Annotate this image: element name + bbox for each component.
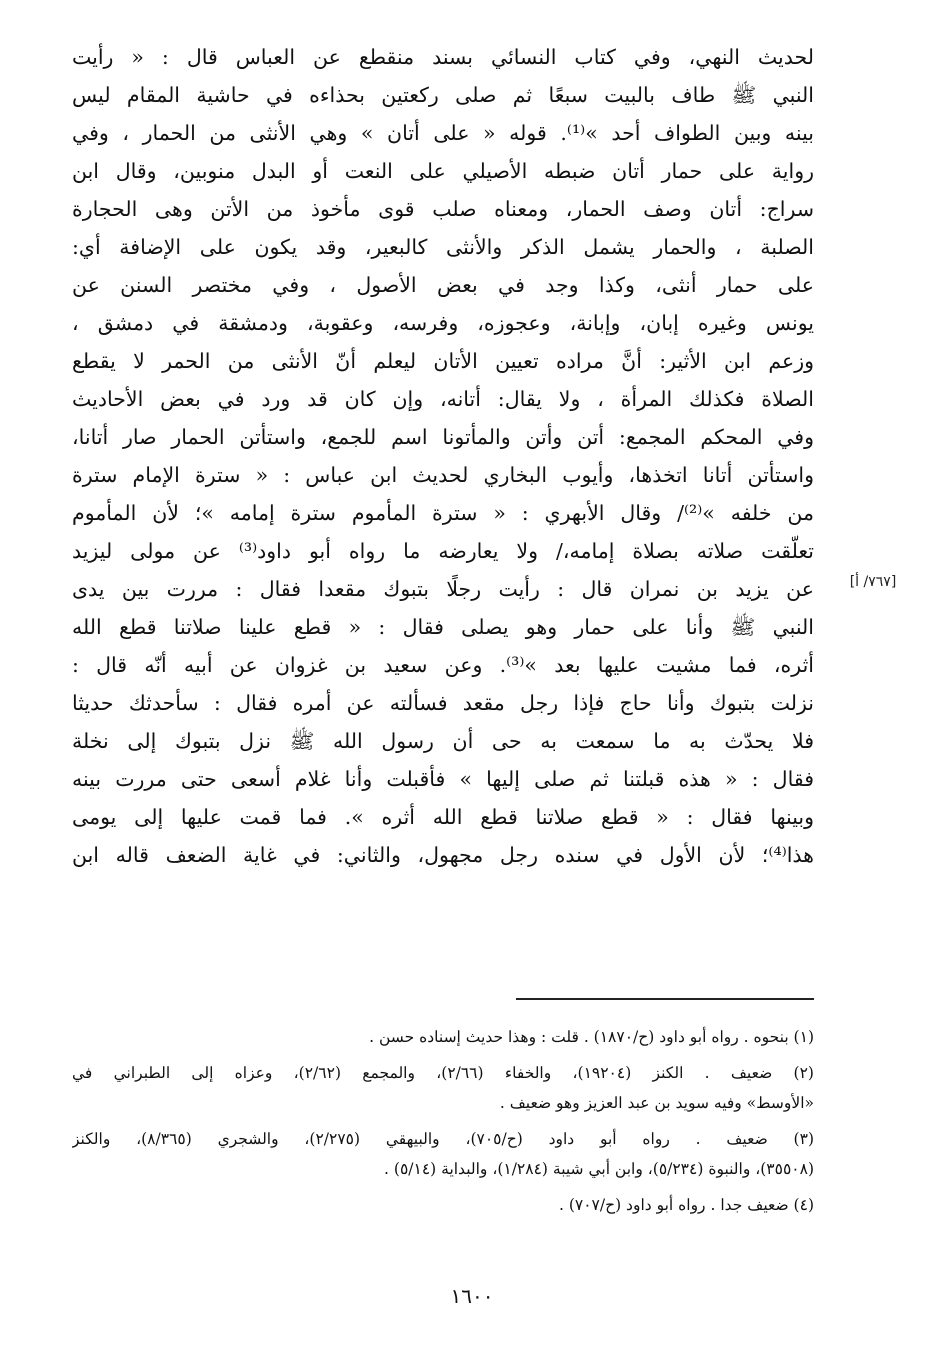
text-line: بينه وبين الطواف أحد »⁽¹⁾. قوله « على أتان » وهي الأنثى من الحمار ، وفي: [72, 121, 814, 145]
text-line: واستأتن أتانا اتخذها، وأيوب البخاري لحديث ابن عباس : « سترة الإمام سترة: [72, 463, 814, 487]
footnote-3-continuation: (٣٥٥٠٨)، والنبوة (٥/٢٣٤)، وابن أبي شيبة (١/٢٨٤)، والبداية (٥/١٤) .: [384, 1160, 814, 1178]
text-line: النبي ﷺ طاف بالبيت سبعًا ثم صلى ركعتين بحذاءه في حاشية المقام ليس: [72, 83, 814, 107]
footnote-2: (٢) ضعيف . الكنز (١٩٢٠٤)، والخفاء (٢/٦٦)، والمجمع (٢/٦٢)، وعزاه إلى الطبراني في: [72, 1064, 814, 1082]
text-line: أثره، فما مشيت عليها بعد »⁽³⁾. وعن سعيد بن غزوان عن أبيه أنّه قال :: [72, 653, 814, 677]
text-line: هذا⁽⁴⁾؛ لأن الأول في سنده رجل مجهول، والثاني: في غاية الضعف قاله ابن: [72, 843, 814, 867]
text-line: وفي المحكم المجمع: أتن وأتن والمأتونا اسم للجمع، واستأتن الحمار صار أتانا،: [72, 425, 814, 449]
text-line: نزلت بتبوك وأنا حاج فإذا رجل مقعد فسألته عن أمره فقال : سأحدثك حديثا: [72, 691, 814, 715]
text-line: النبي ﷺ وأنا على حمار وهو يصلى فقال : « قطع علينا صلاتنا قطع الله: [72, 615, 814, 639]
text-line: الصلبة ، والحمار يشمل الذكر والأنثى كالبعير، وقد يكون على الإضافة أي:: [72, 235, 814, 259]
footnote-separator: [516, 998, 814, 1000]
text-line: على حمار أنثى، وكذا وجد في بعض الأصول ، وفي مختصر السنن عن: [72, 273, 814, 297]
text-line: عن يزيد بن نمران قال : رأيت رجلًا بتبوك مقعدا فقال : مررت بين يدى: [72, 577, 814, 601]
page-number: ١٦٠٠: [450, 1284, 494, 1308]
text-line: تعلّقت صلاته بصلاة إمامه،/ ولا يعارضه ما رواه أبو داود⁽³⁾ عن مولى ليزيد: [72, 539, 814, 563]
text-line: سراج: أتان وصف الحمار، ومعناه صلب قوى مأخوذ من الأتن وهى الحجارة: [72, 197, 814, 221]
text-line: الصلاة فكذلك المرأة ، ولا يقال: أتانه، وإن كان قد ورد في بعض الأحاديث: [72, 387, 814, 411]
text-line: وبينها فقال : « قطع صلاتنا قطع الله أثره ». فما قمت عليها إلى يومى: [72, 805, 814, 829]
folio-marker: [٧٦٧/ أ]: [849, 574, 897, 590]
footnote-3: (٣) ضعيف . رواه أبو داود (ح/٧٠٥)، والبيهقي (٢/٢٧٥)، والشجري (٨/٣٦٥)، والكنز: [72, 1130, 814, 1148]
main-text: [72, 38, 814, 988]
text-line: لحديث النهي، وفي كتاب النسائي بسند منقطع عن العباس قال : « رأيت: [72, 45, 814, 69]
footnote-4: (٤) ضعيف جدا . رواه أبو داود (ح/٧٠٧) .: [558, 1196, 814, 1214]
text-line: من خلفه »⁽²⁾/ وقال الأبهري : « سترة المأموم سترة إمامه »؛ لأن المأموم: [72, 501, 814, 525]
footnotes: [72, 1022, 814, 1220]
footnote-1: (١) بنحوه . رواه أبو داود (ح/١٨٧٠) . قلت : وهذا حديث إسناده حسن .: [369, 1028, 814, 1046]
text-line: رواية على حمار أتان ضبطه الأصيلي على النعت أو البدل منوبين، وقال ابن: [72, 159, 814, 183]
text-line: فقال : « هذه قبلتنا ثم صلى إليها » فأقبلت وأنا غلام أسعى حتى مررت بينه: [72, 767, 814, 791]
text-line: وزعم ابن الأثير: أنَّ مراده تعيين الأتان ليعلم أنّ الأنثى من الحمر لا يقطع: [72, 349, 814, 373]
text-line: فلا يحدّث به ما سمعت به حى أن رسول الله ﷺ نزل بتبوك إلى نخلة: [72, 729, 814, 753]
text-line: يونس وغيره إبان، وإبانة، وعجوزه، وفرسه، وعقوبة، ودمشقة في دمشق ،: [72, 311, 814, 335]
footnote-2-continuation: «الأوسط» وفيه سويد بن عبد العزيز وهو ضعيف .: [499, 1094, 814, 1112]
